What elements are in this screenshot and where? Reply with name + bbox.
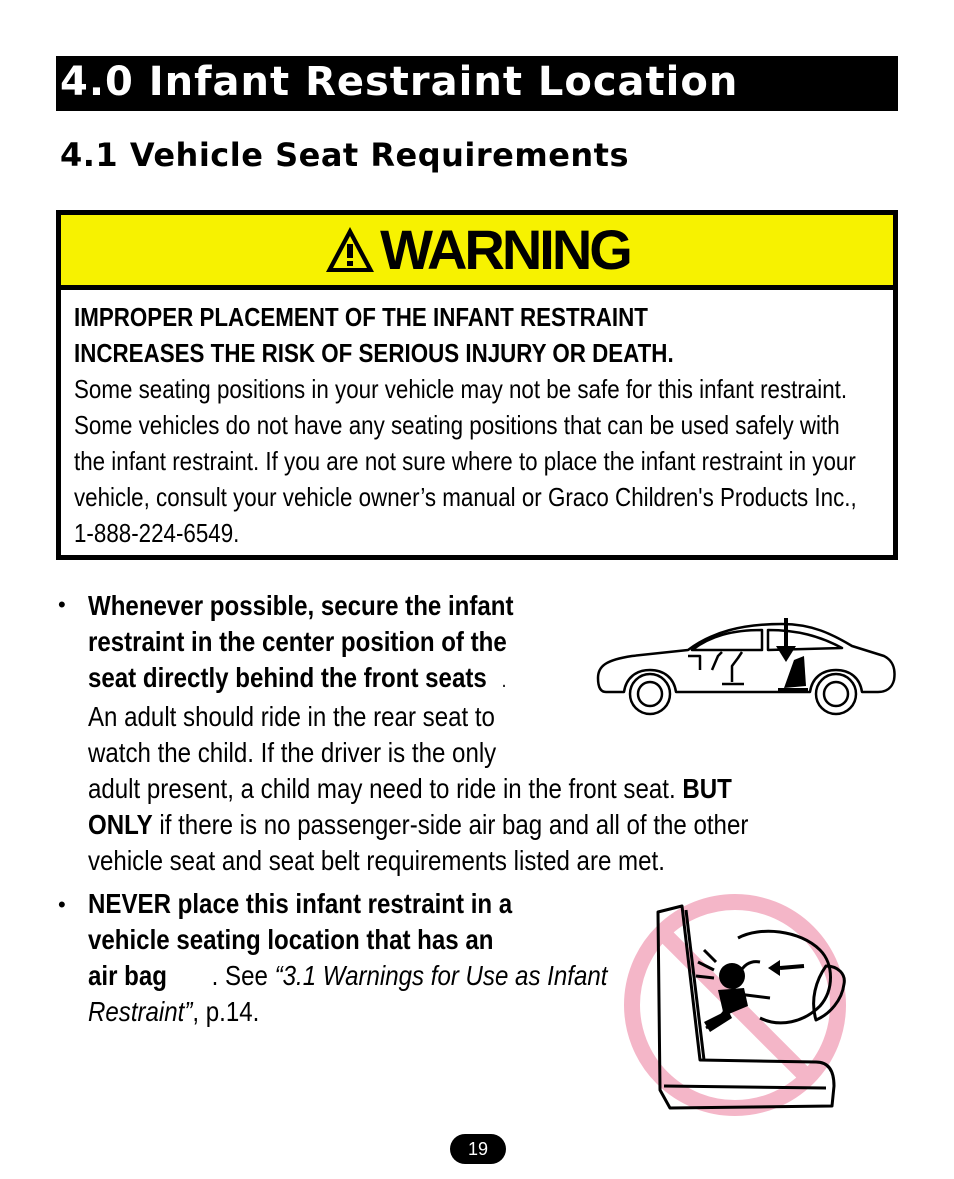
warning-label: WARNING [380,218,630,281]
bullet1-bold-line2: restraint in the center position of the [88,626,507,657]
warning-bold-line-1: IMPROPER PLACEMENT OF THE INFANT RESTRAINT [74,302,648,332]
bullet1-bold-line3: seat directly behind the front seats [88,662,487,693]
bullet1-dot: . [501,670,507,692]
bullet1-bold-line1: Whenever possible, secure the infant [88,590,514,621]
bullet2-bold-line1: NEVER place this infant restraint in a [88,888,513,919]
bullet1-line7: if there is no passenger-side air bag and all of the other [159,809,749,840]
warning-triangle-icon [324,224,376,276]
bullet-dot: • [58,592,66,617]
warning-box [56,210,898,560]
bullet2-bold-line3: air bag [88,960,167,991]
warning-body [74,299,875,551]
bullet1-line6: adult present, a child may need to ride in the front seat. [88,773,676,804]
bullet-dot: • [58,892,66,917]
no-airbag-illustration [620,890,850,1120]
bullet1-line4: An adult should ride in the rear seat to [88,701,495,732]
warning-header [61,215,893,290]
bullet2-see: . See [211,960,268,991]
bullet1-line8: vehicle seat and seat belt requirements listed are met. [88,845,665,876]
bullet-never-airbag [88,886,648,1030]
page-title: 4.0 Infant Restraint Location [60,59,739,105]
bullet2-page-ref: , p.14. [192,996,260,1027]
section-title-bar [56,56,898,111]
bullet1-but: BUT [682,773,732,804]
bullet2-bold-line2: vehicle seating location that has an [88,924,494,955]
bullet1-only: ONLY [88,809,153,840]
page-number: 19 [450,1134,506,1164]
section-subtitle: 4.1 Vehicle Seat Requirements [60,136,630,174]
bullet2-reference: “3.1 Warnings for Use as Infant Restraint” [88,960,608,1027]
bullet1-line5: watch the child. If the driver is the only [88,737,497,768]
warning-bold-line-2: INCREASES THE RISK OF SERIOUS INJURY OR DEATH. [74,338,674,368]
car-seat-position-illustration [592,616,898,722]
warning-body-text: Some seating positions in your vehicle may not be safe for this infant restraint. Some vehicles do not have any seating positions that can be used safely with the infant restraint. If you are not sure where to place the infant restraint in your vehicle, consult your vehicle owner’s manual or Graco Children's Products Inc., 1-888-224-6549. [74,374,857,548]
